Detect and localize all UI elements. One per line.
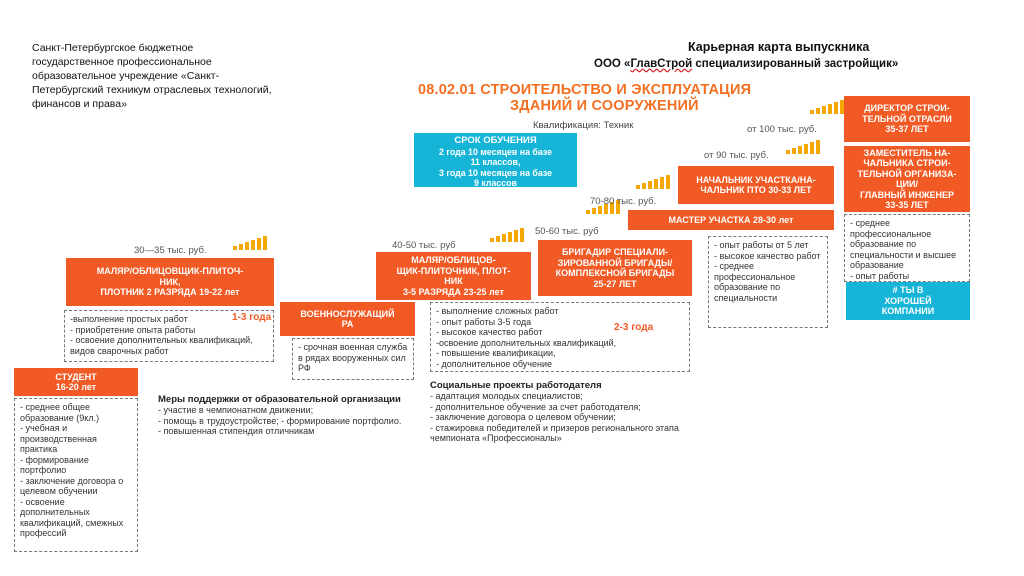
painter2-box: МАЛЯР/ОБЛИЦОВЩИК-ПЛИТОЧ- НИК, ПЛОТНИК 2 РАЗРЯДА 19-22 лет	[66, 258, 274, 306]
salary-brigadier: 50-60 тыс. руб	[535, 226, 599, 237]
specialty-title: 08.02.01 СТРОИТЕЛЬСТВО И ЭКСПЛУАТАЦИЯ ЗДАНИЙ И СООРУЖЕНИЙ	[418, 82, 752, 114]
qualification: Квалификация: Техник	[533, 120, 634, 131]
military-items: - срочная военная служба в рядах вооруженных сил РФ	[292, 338, 414, 380]
painter2-items: -выполнение простых работ - приобретение опыта работы - освоение дополнительных квалификаций, видов сварочных работ	[64, 310, 274, 362]
salary-painter3: 40-50 тыс. руб	[392, 240, 456, 251]
top-items: - среднее профессиональное образование по специальности и высшее образование - опыт работы	[844, 214, 970, 282]
study-term-box: СРОК ОБУЧЕНИЯ 2 года 10 месяцев на базе 11 классов, 3 года 10 месяцев на базе 9 классов	[414, 133, 577, 187]
deputy-box: ЗАМЕСТИТЕЛЬ НА- ЧАЛЬНИКА СТРОИ- ТЕЛЬНОЙ ОРГАНИЗА- ЦИИ/ ГЛАВНЫЙ ИНЖЕНЕР 33-35 ЛЕТ	[844, 146, 970, 212]
manager-items: - опыт работы от 5 лет - высокое качество работ - среднее профессиональное образование по специальности	[708, 236, 828, 328]
company-name: ООО «ГлавСтрой специализированный застройщик»	[594, 58, 899, 70]
chief-box: НАЧАЛЬНИК УЧАСТКА/НА- ЧАЛЬНИК ПТО 30-33 ЛЕТ	[678, 166, 834, 204]
salary-bars-icon	[636, 175, 670, 189]
military-box: ВОЕННОСЛУЖАЩИЙ РА	[280, 302, 415, 336]
social-block: Социальные проекты работодателя - адаптация молодых специалистов; - дополнительное обучение за счет работодателя; - заключение договора о целевом обучении; - стажировка победителей и призеров регионального этапа чемпионата «Профессионалы»	[430, 380, 679, 443]
organization-name: Санкт-Петербургское бюджетное государственное профессиональное образовательное учреждение «Санкт-Петербургский техникум отраслевых технологий, финансов и права»	[32, 42, 272, 110]
brigadier-box: БРИГАДИР СПЕЦИАЛИ- ЗИРОВАННОЙ БРИГАДЫ/ КОМПЛЕКСНОЙ БРИГАДЫ 25-27 ЛЕТ	[538, 240, 692, 296]
salary-chief: от 90 тыс. руб.	[704, 150, 769, 161]
duration-painter2: 1-3 года	[232, 312, 272, 323]
duration-painter3: 2-3 года	[614, 322, 654, 333]
painter3-box: МАЛЯР/ОБЛИЦОВ- ЩИК-ПЛИТОЧНИК, ПЛОТ- НИК 3-5 РАЗРЯДА 23-25 лет	[376, 252, 531, 300]
salary-bars-icon	[490, 228, 524, 242]
student-items: - среднее общее образование (9кл.) - учебная и производственная практика - формирование портфолио - заключение договора о целевом обучении - освоение дополнительных квалификаций, смежных профессий	[14, 398, 138, 552]
painter3-items: - выполнение сложных работ - опыт работы 3-5 года - высокое качество работ -освоение дополнительных квалификаций, - повышение квалификации, - дополнительное обучение	[430, 302, 690, 372]
support-block: Меры поддержки от образовательной организации - участие в чемпионатном движении; - помощь в трудоустройстве; - формирование портфолио. - повышенная стипендия отличникам	[158, 394, 402, 436]
director-box: ДИРЕКТОР СТРОИ- ТЕЛЬНОЙ ОТРАСЛИ 35-37 ЛЕТ	[844, 96, 970, 142]
map-title: Карьерная карта выпускника	[688, 40, 870, 54]
master-box: МАСТЕР УЧАСТКА 28-30 лет	[628, 210, 834, 230]
salary-painter2: 30—35 тыс. руб.	[134, 245, 207, 256]
student-box: СТУДЕНТ 16-20 лет	[14, 368, 138, 396]
salary-bars-icon	[810, 100, 844, 114]
salary-bars-icon	[786, 140, 820, 154]
salary-master: 70-80 тыс. руб.	[590, 196, 657, 207]
slogan-box: # ТЫ В ХОРОШЕЙ КОМПАНИИ	[846, 282, 970, 320]
salary-bars-icon	[233, 236, 267, 250]
salary-director: от 100 тыс. руб.	[747, 124, 817, 135]
